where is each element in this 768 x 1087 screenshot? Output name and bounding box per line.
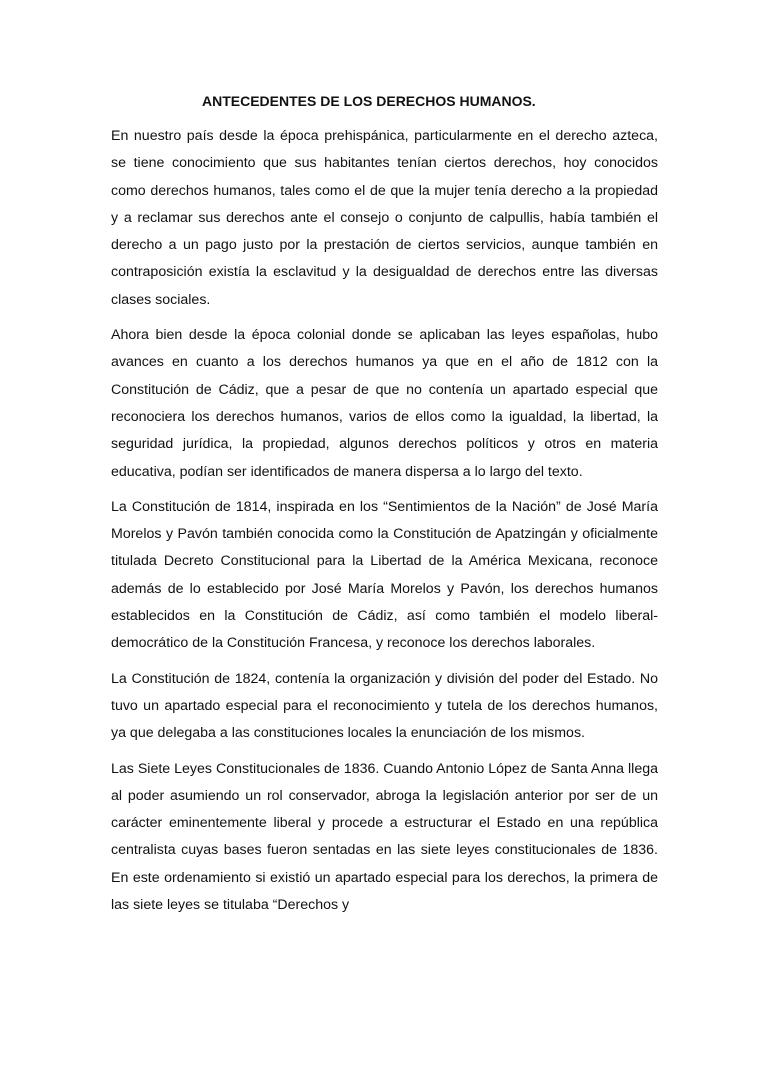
document-title: ANTECEDENTES DE LOS DERECHOS HUMANOS.: [202, 93, 536, 109]
paragraph-siete-leyes-1836: Las Siete Leyes Constitucionales de 1836. Cuando Antonio López de Santa Anna llega al poder asumiendo un rol conservador, abroga la legislación anterior por ser de un carácter eminentemente liberal y procede a estructurar el Estado en una república centralista cuyas bases fueron sentadas en las siete leyes constitucionales de 1836. En este ordenamiento si existió un apartado especial para los derechos, la primera de las siete leyes se titulaba “Derechos y: [111, 760, 658, 914]
paragraph-constitution-1824: La Constitución de 1824, contenía la organización y división del poder del Estado. No tuvo un apartado especial para el reconocimiento y tutela de los derechos humanos, ya que delegaba a las constituciones locales la enunciación de los mismos.: [111, 670, 658, 742]
paragraph-prehispanic: En nuestro país desde la época prehispánica, particularmente en el derecho azteca, se tiene conocimiento que sus habitantes tenían ciertos derechos, hoy conocidos como derechos humanos, tales como el de que la mujer tenía derecho a la propiedad y a reclamar sus derechos ante el consejo o conjunto de calpullis, había también el derecho a un pago justo por la prestación de ciertos servicios, aunque también en contraposición existía la esclavitud y la desigualdad de derechos entre las diversas clases sociales.: [111, 128, 658, 308]
paragraph-constitution-1814: La Constitución de 1814, inspirada en los “Sentimientos de la Nación” de José María Morelos y Pavón también conocida como la Constitución de Apatzingán y oficialmente titulada Decreto Constitucional para la Libertad de la América Mexicana, reconoce además de lo establecido por José María Morelos y Pavón, los derechos humanos establecidos en la Constitución de Cádiz, así como también el modelo liberal-democrático de la Constitución Francesa, y reconoce los derechos laborales.: [111, 498, 658, 652]
paragraph-colonial: Ahora bien desde la época colonial donde se aplicaban las leyes españolas, hubo avances en cuanto a los derechos humanos ya que en el año de 1812 con la Constitución de Cádiz, que a pesar de que no contenía un apartado especial que reconociera los derechos humanos, varios de ellos como la igualdad, la libertad, la seguridad jurídica, la propiedad, algunos derechos políticos y otros en materia educativa, podían ser identificados de manera dispersa a lo largo del texto.: [111, 327, 658, 480]
